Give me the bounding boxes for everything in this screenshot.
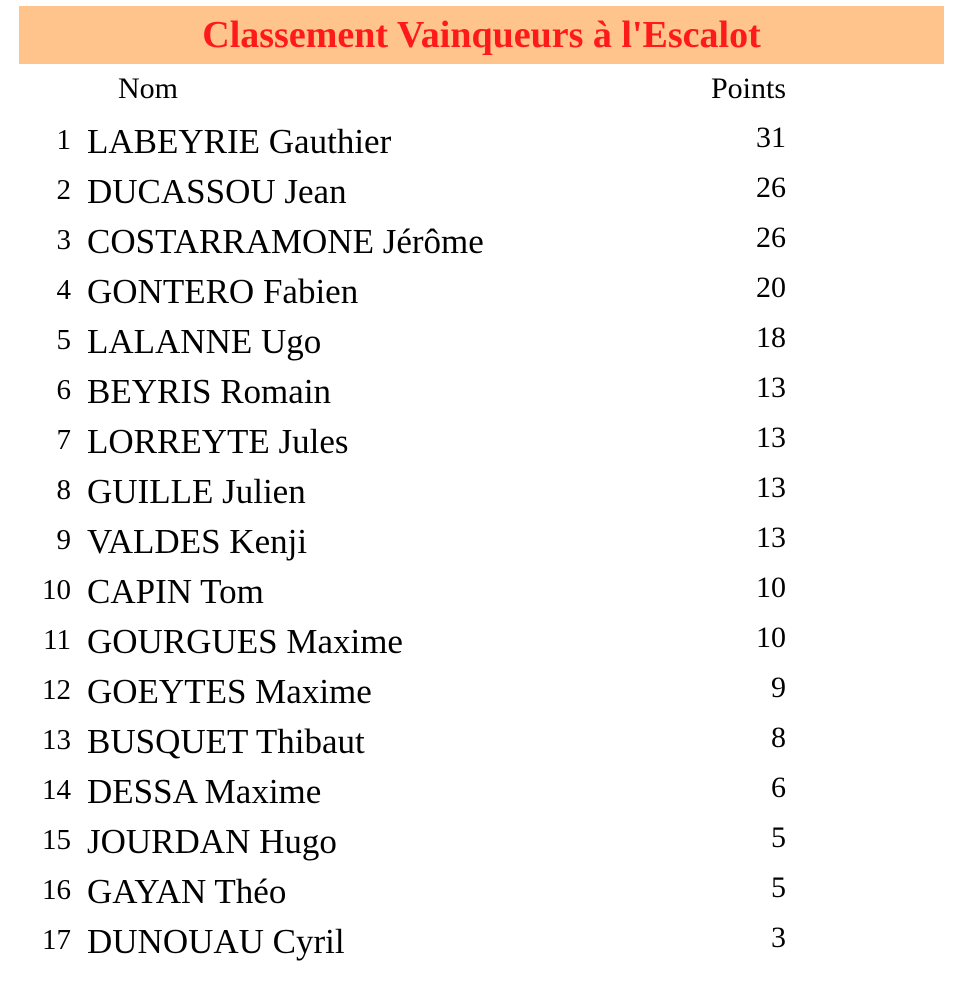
row-points: 18	[756, 321, 786, 354]
row-points: 5	[771, 821, 786, 854]
row-rank: 13	[42, 724, 71, 756]
row-name: BEYRIS Romain	[87, 372, 332, 411]
page-title: Classement Vainqueurs à l'Escalot	[202, 14, 761, 56]
row-rank: 16	[42, 874, 71, 906]
row-rank: 4	[56, 274, 71, 306]
table-row	[0, 918, 969, 968]
table-row	[0, 268, 969, 318]
row-rank: 14	[42, 774, 71, 806]
table-row	[0, 218, 969, 268]
row-rank: 17	[42, 924, 71, 956]
row-points: 13	[756, 421, 786, 454]
table-row	[0, 118, 969, 168]
table-row	[0, 468, 969, 518]
row-points: 20	[756, 271, 786, 304]
row-points: 10	[756, 621, 786, 654]
table-row	[0, 568, 969, 618]
row-rank: 5	[56, 324, 71, 356]
row-name: DUCASSOU Jean	[87, 172, 347, 211]
row-name: LORREYTE Jules	[87, 422, 349, 461]
table-row	[0, 168, 969, 218]
row-name: CAPIN Tom	[87, 572, 264, 611]
row-points: 9	[771, 671, 786, 704]
row-name: VALDES Kenji	[87, 522, 308, 561]
row-name: GAYAN Théo	[87, 872, 287, 911]
row-points: 13	[756, 471, 786, 504]
column-header-points: Points	[710, 72, 786, 105]
table-row	[0, 618, 969, 668]
row-points: 26	[756, 221, 786, 254]
row-name: JOURDAN Hugo	[87, 822, 337, 861]
row-points: 31	[756, 121, 786, 154]
row-points: 3	[771, 921, 786, 954]
table-row	[0, 368, 969, 418]
row-rank: 1	[56, 124, 71, 156]
table-row	[0, 718, 969, 768]
row-name: LALANNE Ugo	[87, 322, 322, 361]
row-rank: 6	[56, 374, 71, 406]
table-row	[0, 818, 969, 868]
table-row	[0, 518, 969, 568]
column-header-name: Nom	[118, 72, 178, 105]
row-rank: 10	[42, 574, 71, 606]
row-name: GUILLE Julien	[87, 472, 306, 511]
table-row	[0, 768, 969, 818]
row-rank: 9	[56, 524, 71, 556]
row-name: BUSQUET Thibaut	[87, 722, 365, 761]
row-points: 10	[756, 571, 786, 604]
table-row	[0, 668, 969, 718]
row-name: GOEYTES Maxime	[87, 672, 372, 711]
table-row	[0, 418, 969, 468]
row-points: 5	[771, 871, 786, 904]
table-row	[0, 318, 969, 368]
row-rank: 15	[42, 824, 71, 856]
table-row	[0, 868, 969, 918]
row-points: 13	[756, 371, 786, 404]
row-rank: 3	[56, 224, 71, 256]
row-points: 8	[771, 721, 786, 754]
row-rank: 12	[42, 674, 71, 706]
row-rank: 8	[56, 474, 71, 506]
row-name: LABEYRIE Gauthier	[87, 122, 392, 161]
row-points: 13	[756, 521, 786, 554]
row-points: 6	[771, 771, 786, 804]
row-name: DUNOUAU Cyril	[87, 922, 345, 961]
row-rank: 2	[56, 174, 71, 206]
row-rank: 7	[56, 424, 71, 456]
row-rank: 11	[43, 624, 71, 656]
row-name: GOURGUES Maxime	[87, 622, 403, 661]
row-name: COSTARRAMONE Jérôme	[87, 222, 484, 261]
ranking-table	[0, 118, 969, 968]
row-name: DESSA Maxime	[87, 772, 322, 811]
row-name: GONTERO Fabien	[87, 272, 359, 311]
row-points: 26	[756, 171, 786, 204]
title-banner	[19, 6, 944, 64]
